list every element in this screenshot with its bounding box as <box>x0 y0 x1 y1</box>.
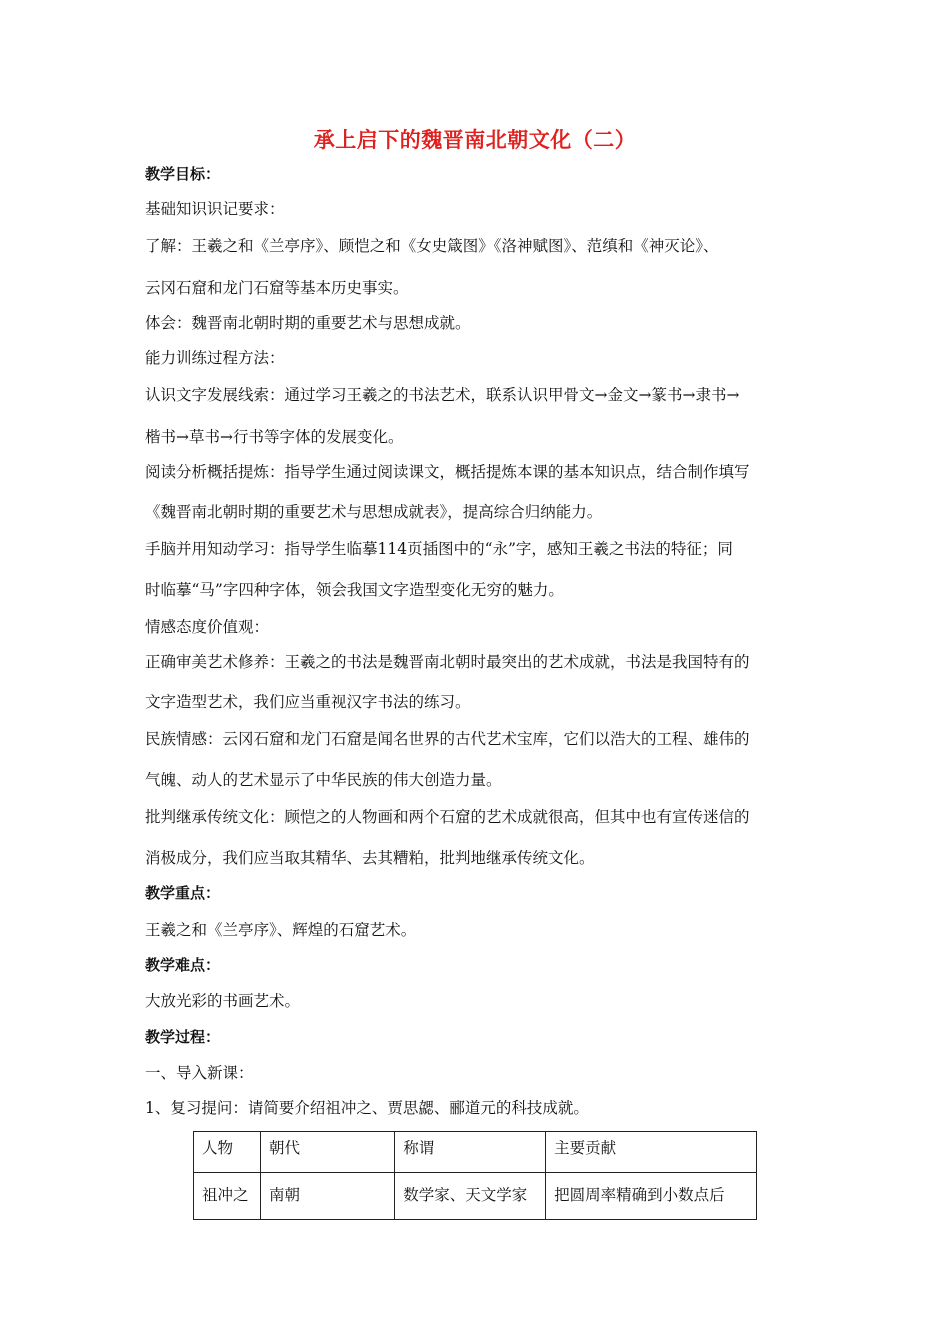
body-line: 教学难点： <box>145 956 221 974</box>
table-row <box>194 1173 757 1220</box>
body-line: 民族情感：云冈石窟和龙门石窟是闻名世界的古代艺术宝库，它们以浩大的工程、雄伟的 <box>145 730 750 748</box>
body-line: 教学重点： <box>145 884 221 902</box>
body-line: 手脑并用知动学习：指导学生临摹114页插图中的“永”字，感知王羲之书法的特征；同 <box>145 540 733 558</box>
body-line: 了解：王羲之和《兰亭序》、顾恺之和《女史箴图》《洛神赋图》、范缜和《神灭论》、 <box>145 237 719 255</box>
table-cell: 祖冲之 <box>194 1173 261 1220</box>
table-header-cell: 主要贡献 <box>546 1132 757 1173</box>
body-line: 1、复习提问：请简要介绍祖冲之、贾思勰、郦道元的科技成就。 <box>145 1099 589 1117</box>
body-line: 消极成分，我们应当取其精华、去其糟粕，批判地继承传统文化。 <box>145 849 595 867</box>
body-line: 阅读分析概括提炼：指导学生通过阅读课文，概括提炼本课的基本知识点，结合制作填写 <box>145 463 750 481</box>
body-line: 文字造型艺术，我们应当重视汉字书法的练习。 <box>145 693 471 711</box>
body-line: 能力训练过程方法： <box>145 349 285 367</box>
body-line: 情感态度价值观： <box>145 618 270 636</box>
body-line: 一、导入新课： <box>145 1064 254 1082</box>
body-line: 体会：魏晋南北朝时期的重要艺术与思想成就。 <box>145 314 471 332</box>
table-header-cell: 朝代 <box>260 1132 394 1173</box>
body-line: 《魏晋南北朝时期的重要艺术与思想成就表》，提高综合归纳能力。 <box>145 503 603 521</box>
table-cell: 数学家、天文学家 <box>395 1173 546 1220</box>
body-line: 认识文字发展线索：通过学习王羲之的书法艺术，联系认识甲骨文→金文→篆书→隶书→ <box>145 386 740 404</box>
body-line: 基础知识识记要求： <box>145 200 285 218</box>
body-line: 王羲之和《兰亭序》、辉煌的石窟艺术。 <box>145 921 417 939</box>
body-line: 教学目标： <box>145 165 221 183</box>
table-header-row <box>194 1132 757 1173</box>
table-cell: 把圆周率精确到小数点后 <box>546 1173 757 1220</box>
table-header-cell: 人物 <box>194 1132 261 1173</box>
scientists-table <box>193 1131 757 1220</box>
body-line: 云冈石窟和龙门石窟等基本历史事实。 <box>145 279 409 297</box>
body-line: 教学过程： <box>145 1028 221 1046</box>
body-line: 气魄、动人的艺术显示了中华民族的伟大创造力量。 <box>145 771 502 789</box>
body-line: 楷书→草书→行书等字体的发展变化。 <box>145 428 404 446</box>
document-title: 承上启下的魏晋南北朝文化（二） <box>313 128 637 152</box>
body-line: 时临摹“马”字四种字体，领会我国文字造型变化无穷的魅力。 <box>145 581 564 599</box>
table-header-cell: 称谓 <box>395 1132 546 1173</box>
body-line: 正确审美艺术修养：王羲之的书法是魏晋南北朝时最突出的艺术成就，书法是我国特有的 <box>145 653 750 671</box>
table-cell: 南朝 <box>260 1173 394 1220</box>
body-line: 批判继承传统文化：顾恺之的人物画和两个石窟的艺术成就很高，但其中也有宣传迷信的 <box>145 808 750 826</box>
body-line: 大放光彩的书画艺术。 <box>145 992 301 1010</box>
